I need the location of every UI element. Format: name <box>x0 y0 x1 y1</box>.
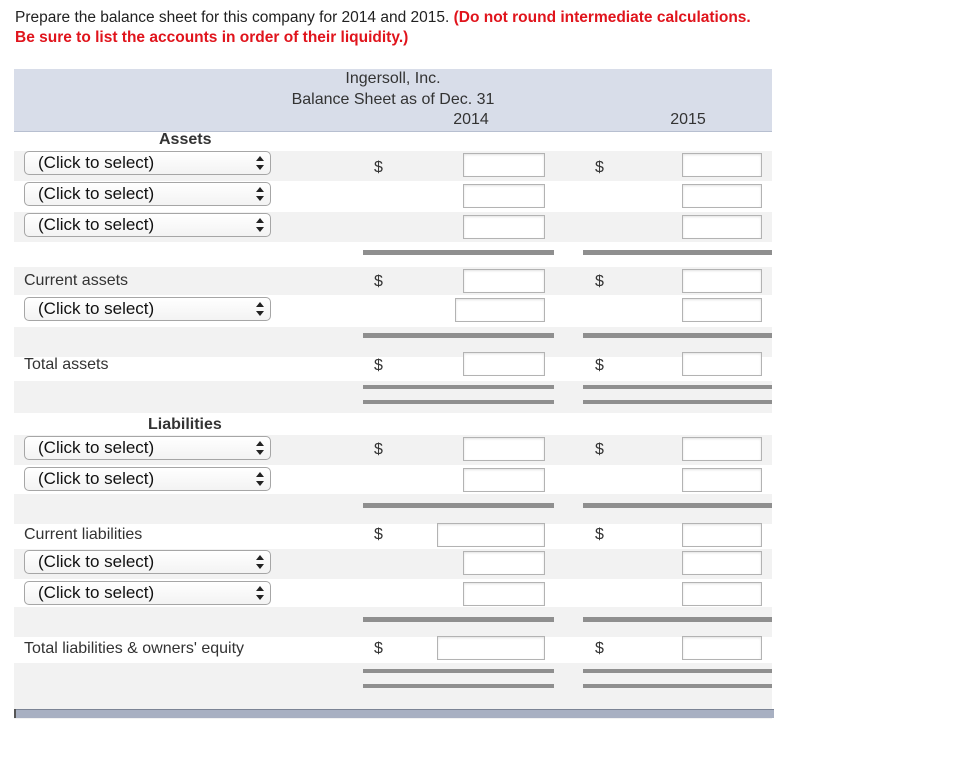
current-liabilities-2015-input[interactable] <box>682 523 762 547</box>
instructions-emphasis-2: Be sure to list the accounts in order of their liquidity.) <box>15 29 409 46</box>
subtotal-rule <box>363 503 554 508</box>
instructions-text: Prepare the balance sheet for this company for 2014 and 2015. <box>15 9 450 26</box>
select-value: (Click to select) <box>38 299 155 318</box>
updown-arrows-icon <box>256 302 264 316</box>
equity-1-2014-input[interactable] <box>463 551 545 575</box>
statement-title: Balance Sheet as of Dec. 31 <box>291 91 495 108</box>
currency-symbol: $ <box>595 357 604 374</box>
subtotal-rule <box>363 617 554 622</box>
liability-2-2014-input[interactable] <box>463 468 545 492</box>
subtotal-rule <box>363 333 554 338</box>
double-rule <box>363 669 554 673</box>
currency-symbol: $ <box>374 273 383 290</box>
asset-3-2014-input[interactable] <box>463 215 545 239</box>
row-band <box>14 327 772 357</box>
select-value: (Click to select) <box>38 438 155 457</box>
double-rule <box>363 400 554 404</box>
updown-arrows-icon <box>256 218 264 232</box>
assets-heading: Assets <box>159 131 212 148</box>
asset-1-2015-input[interactable] <box>682 153 762 177</box>
company-name: Ingersoll, Inc. <box>345 70 441 87</box>
currency-symbol: $ <box>595 441 604 458</box>
current-assets-2015-input[interactable] <box>682 269 762 293</box>
asset-account-select-3[interactable] <box>24 213 271 237</box>
table-footer-tick <box>14 709 16 718</box>
asset-2-2014-input[interactable] <box>463 184 545 208</box>
double-rule <box>363 684 554 688</box>
currency-symbol: $ <box>374 357 383 374</box>
asset-account-select-2[interactable] <box>24 182 271 206</box>
subtotal-rule <box>583 250 772 255</box>
current-assets-2014-input[interactable] <box>463 269 545 293</box>
asset-3-2015-input[interactable] <box>682 215 762 239</box>
select-value: (Click to select) <box>38 583 155 602</box>
liability-account-select-2[interactable] <box>24 467 271 491</box>
equity-2-2014-input[interactable] <box>463 582 545 606</box>
total-liabilities-equity-2015-input[interactable] <box>682 636 762 660</box>
currency-symbol: $ <box>374 526 383 543</box>
select-value: (Click to select) <box>38 552 155 571</box>
select-value: (Click to select) <box>38 469 155 488</box>
fixed-asset-2015-input[interactable] <box>682 298 762 322</box>
updown-arrows-icon <box>256 156 264 170</box>
equity-account-select-2[interactable] <box>24 581 271 605</box>
current-assets-label: Current assets <box>24 272 129 289</box>
updown-arrows-icon <box>256 472 264 486</box>
equity-2-2015-input[interactable] <box>682 582 762 606</box>
table-footer-bar <box>14 709 774 718</box>
current-liabilities-label: Current liabilities <box>24 526 143 543</box>
balance-sheet-table <box>14 69 772 719</box>
liability-2-2015-input[interactable] <box>682 468 762 492</box>
double-rule <box>363 385 554 389</box>
subtotal-rule <box>583 617 772 622</box>
double-rule <box>583 400 772 404</box>
instructions <box>15 8 955 48</box>
liability-1-2015-input[interactable] <box>682 437 762 461</box>
select-value: (Click to select) <box>38 215 155 234</box>
column-header-2015: 2015 <box>670 111 706 128</box>
updown-arrows-icon <box>256 187 264 201</box>
asset-account-select-1[interactable] <box>24 151 271 175</box>
updown-arrows-icon <box>256 441 264 455</box>
fixed-asset-2014-input[interactable] <box>455 298 545 322</box>
total-assets-2014-input[interactable] <box>463 352 545 376</box>
asset-1-2014-input[interactable] <box>463 153 545 177</box>
total-liabilities-equity-label: Total liabilities & owners' equity <box>24 640 245 657</box>
instructions-emphasis-1: (Do not round intermediate calculations. <box>453 9 751 26</box>
total-liabilities-equity-2014-input[interactable] <box>437 636 545 660</box>
liability-account-select-1[interactable] <box>24 436 271 460</box>
updown-arrows-icon <box>256 586 264 600</box>
column-header-2014: 2014 <box>453 111 489 128</box>
select-value: (Click to select) <box>38 153 155 172</box>
double-rule <box>583 684 772 688</box>
subtotal-rule <box>583 503 772 508</box>
row-band <box>14 607 772 637</box>
updown-arrows-icon <box>256 555 264 569</box>
total-assets-label: Total assets <box>24 356 109 373</box>
currency-symbol: $ <box>374 159 383 176</box>
subtotal-rule <box>583 333 772 338</box>
double-rule <box>583 669 772 673</box>
liabilities-heading: Liabilities <box>148 416 222 433</box>
asset-2-2015-input[interactable] <box>682 184 762 208</box>
double-rule <box>583 385 772 389</box>
equity-account-select-1[interactable] <box>24 550 271 574</box>
currency-symbol: $ <box>374 640 383 657</box>
currency-symbol: $ <box>595 640 604 657</box>
total-assets-2015-input[interactable] <box>682 352 762 376</box>
row-band <box>14 494 772 524</box>
currency-symbol: $ <box>595 159 604 176</box>
equity-1-2015-input[interactable] <box>682 551 762 575</box>
current-liabilities-2014-input[interactable] <box>437 523 545 547</box>
currency-symbol: $ <box>595 273 604 290</box>
subtotal-rule <box>363 250 554 255</box>
select-value: (Click to select) <box>38 184 155 203</box>
liability-1-2014-input[interactable] <box>463 437 545 461</box>
currency-symbol: $ <box>595 526 604 543</box>
currency-symbol: $ <box>374 441 383 458</box>
fixed-asset-account-select[interactable] <box>24 297 271 321</box>
header-divider <box>14 131 772 132</box>
